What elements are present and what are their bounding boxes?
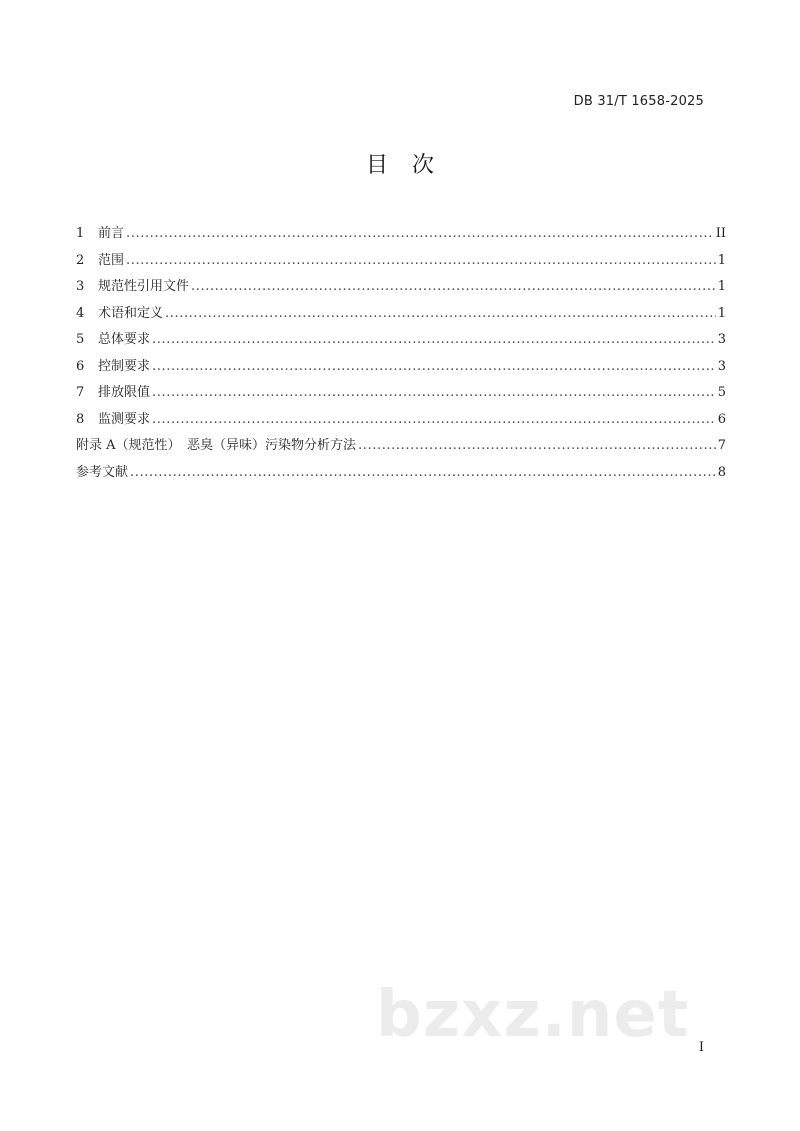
toc-entry-emission-limits[interactable]: [76, 385, 726, 412]
toc-entry-label: 参考文献: [76, 464, 129, 480]
toc-entry-monitoring-requirements[interactable]: [76, 412, 726, 439]
toc-leader-dots: [191, 279, 716, 295]
toc-entry-label: 规范性引用文件: [98, 279, 190, 294]
toc-entry-page: 1: [717, 252, 726, 268]
toc-leader-dots: [126, 226, 714, 242]
toc-entry-label: 术语和定义: [98, 305, 164, 321]
toc-entry-bibliography[interactable]: [76, 465, 726, 492]
page-number: I: [698, 1040, 704, 1055]
toc-entry-page: 1: [717, 305, 726, 321]
toc-entry-number: 7: [76, 385, 85, 400]
toc-entry-label: 范围: [98, 252, 125, 268]
toc-entry-number: 6: [76, 358, 85, 374]
toc-entry-general-requirements[interactable]: [76, 332, 726, 359]
toc-entry-page: II: [715, 226, 726, 241]
toc-entry-page: 6: [717, 411, 726, 427]
toc-leader-dots: [126, 253, 716, 269]
toc-entry-normative-references[interactable]: [76, 279, 726, 306]
toc-entry-number: 8: [76, 411, 85, 427]
toc-entry-label: 控制要求: [98, 358, 151, 374]
toc-entry-terms-definitions[interactable]: [76, 306, 726, 333]
toc-entry-label: 排放限值: [98, 385, 151, 400]
toc-entry-page: 3: [717, 358, 726, 374]
toc-leader-dots: [152, 332, 716, 348]
toc-entry-number: 1: [76, 226, 85, 241]
toc-leader-dots: [358, 438, 716, 454]
toc-leader-dots: [152, 385, 716, 401]
toc-entry-number: 5: [76, 332, 85, 347]
page-title: 目次: [365, 153, 458, 178]
toc-entry-number: 3: [76, 279, 85, 294]
toc-entry-label: 附录 A（规范性） 恶臭（异味）污染物分析方法: [76, 438, 357, 453]
toc-entry-page: 7: [717, 438, 726, 453]
toc-entry-page: 5: [717, 385, 726, 400]
toc-leader-dots: [152, 359, 716, 375]
toc-entry-label: 监测要求: [98, 411, 151, 427]
toc-leader-dots: [152, 412, 716, 428]
toc-entry-page: 1: [717, 279, 726, 294]
toc-entry-label: 前言: [98, 226, 125, 241]
watermark: bzxz.net: [376, 978, 690, 1052]
toc-leader-dots: [165, 306, 716, 322]
toc-entry-label: 总体要求: [98, 332, 151, 347]
toc-leader-dots: [130, 465, 716, 481]
toc-entry-scope[interactable]: [76, 253, 726, 280]
toc-entry-control-requirements[interactable]: [76, 359, 726, 386]
toc-entry-page: 8: [717, 464, 726, 480]
table-of-contents: [76, 226, 726, 491]
toc-entry-page: 3: [717, 332, 726, 347]
toc-entry-number: 2: [76, 252, 85, 268]
document-code: DB 31/T 1658-2025: [573, 94, 704, 109]
toc-entry-foreword[interactable]: [76, 226, 726, 253]
toc-entry-number: 4: [76, 305, 85, 321]
toc-entry-appendix-a[interactable]: [76, 438, 726, 465]
